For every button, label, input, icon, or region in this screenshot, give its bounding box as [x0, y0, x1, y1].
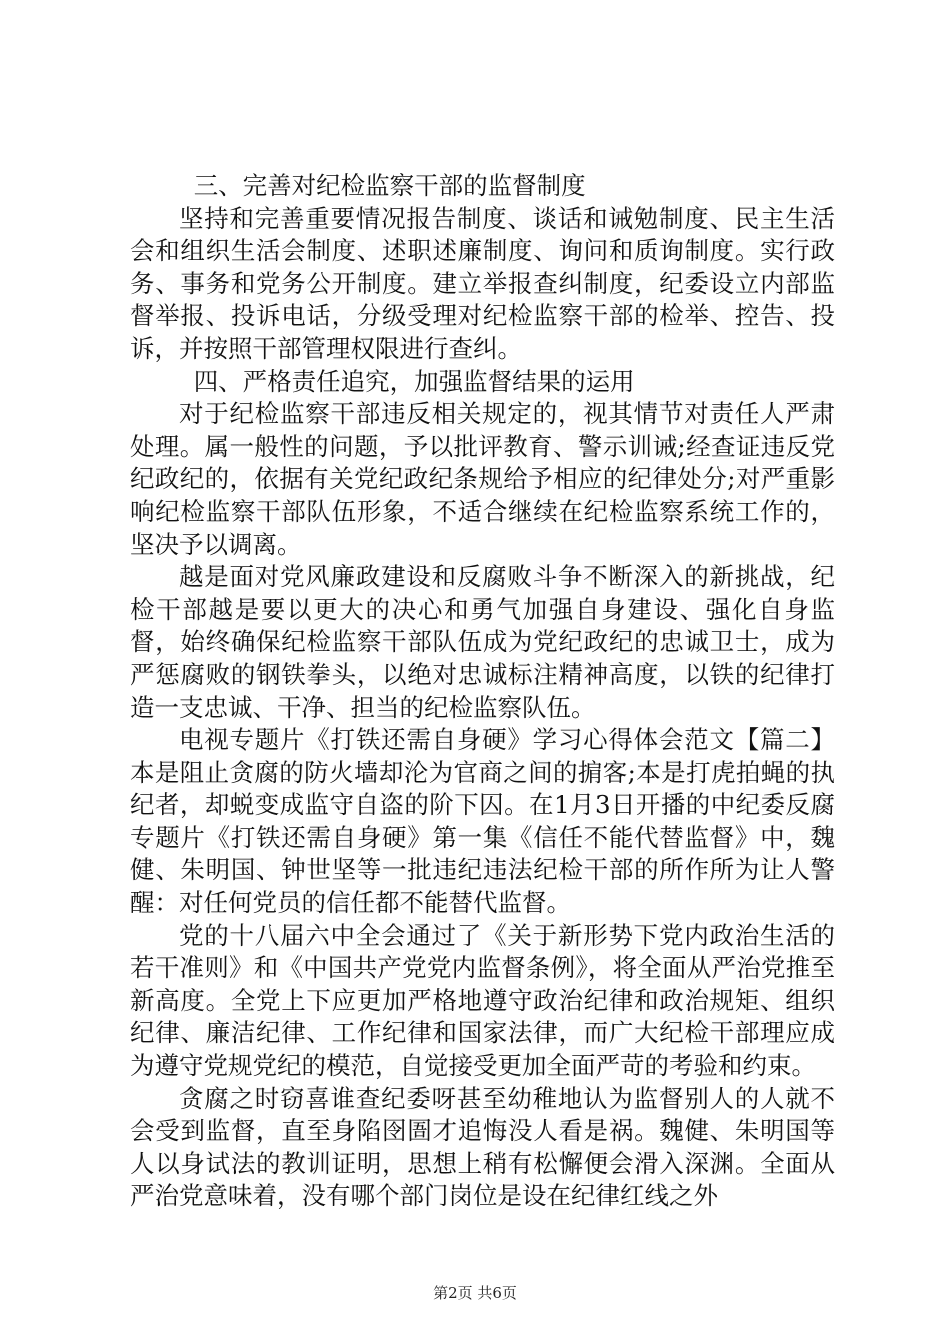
body-paragraph: 党的十八届六中全会通过了《关于新形势下党内政治生活的若干准则》和《中国共产党党内监督条例》，将全面从严治党推至新高度。全党上下应更加严格地遵守政治纪律和政治规矩、组织纪律、廉洁纪律、工作纪律和国家法律，而广大纪检干部理应成为遵守党规党纪的模范，自觉接受更加全面严苛的考验和约束。	[130, 920, 835, 1081]
body-paragraph: 贪腐之时窃喜谁查纪委呀甚至幼稚地认为监督别人的人就不会受到监督，直至身陷囹圄才追悔没人看是祸。魏健、朱明国等人以身试法的教训证明，思想上稍有松懈便会滑入深渊。全面从严治党意味着，没有哪个部门岗位是设在纪律红线之外	[130, 1083, 835, 1211]
document-body	[130, 170, 835, 1213]
section-heading-4: 四、严格责任追究，加强监督结果的运用	[193, 366, 635, 396]
body-paragraph: 越是面对党风廉政建设和反腐败斗争不断深入的新挑战，纪检干部越是要以更大的决心和勇气加强自身建设、强化自身监督，始终确保纪检监察干部队伍成为党纪政纪的忠诚卫士，成为严惩腐败的钢铁拳头，以绝对忠诚标注精神高度，以铁的纪律打造一支忠诚、干净、担当的纪检监察队伍。	[130, 562, 835, 722]
page-footer: 第2页 共6页	[433, 1284, 517, 1302]
body-paragraph: 对于纪检监察干部违反相关规定的，视其情节对责任人严肃处理。属一般性的问题，予以批评教育、警示训诫;经查证违反党纪政纪的，依据有关党纪政纪条规给予相应的纪律处分;对严重影响纪检监察干部队伍形象，不适合继续在纪检监察系统工作的，坚决予以调离。	[130, 399, 835, 559]
body-paragraph: 电视专题片《打铁还需自身硬》学习心得体会范文【篇二】本是阻止贪腐的防火墙却沦为官商之间的掮客;本是打虎拍蝇的执纪者，却蜕变成监守自盗的阶下囚。在1月3日开播的中纪委反腐专题片《打铁还需自身硬》第一集《信任不能代替监督》中，魏健、朱明国、钟世坚等一批违纪违法纪检干部的所作所为让人警醒：对任何党员的信任都不能替代监督。	[130, 725, 835, 918]
section-heading-3: 三、完善对纪检监察干部的监督制度	[193, 171, 586, 200]
body-paragraph: 坚持和完善重要情况报告制度、谈话和诫勉制度、民主生活会和组织生活会制度、述职述廉制度、询问和质询制度。实行政务、事务和党务公开制度。建立举报查纠制度，纪委设立内部监督举报、投诉电话，分级受理对纪检监察干部的检举、控告、投诉，并按照干部管理权限进行查纠。	[130, 203, 835, 363]
